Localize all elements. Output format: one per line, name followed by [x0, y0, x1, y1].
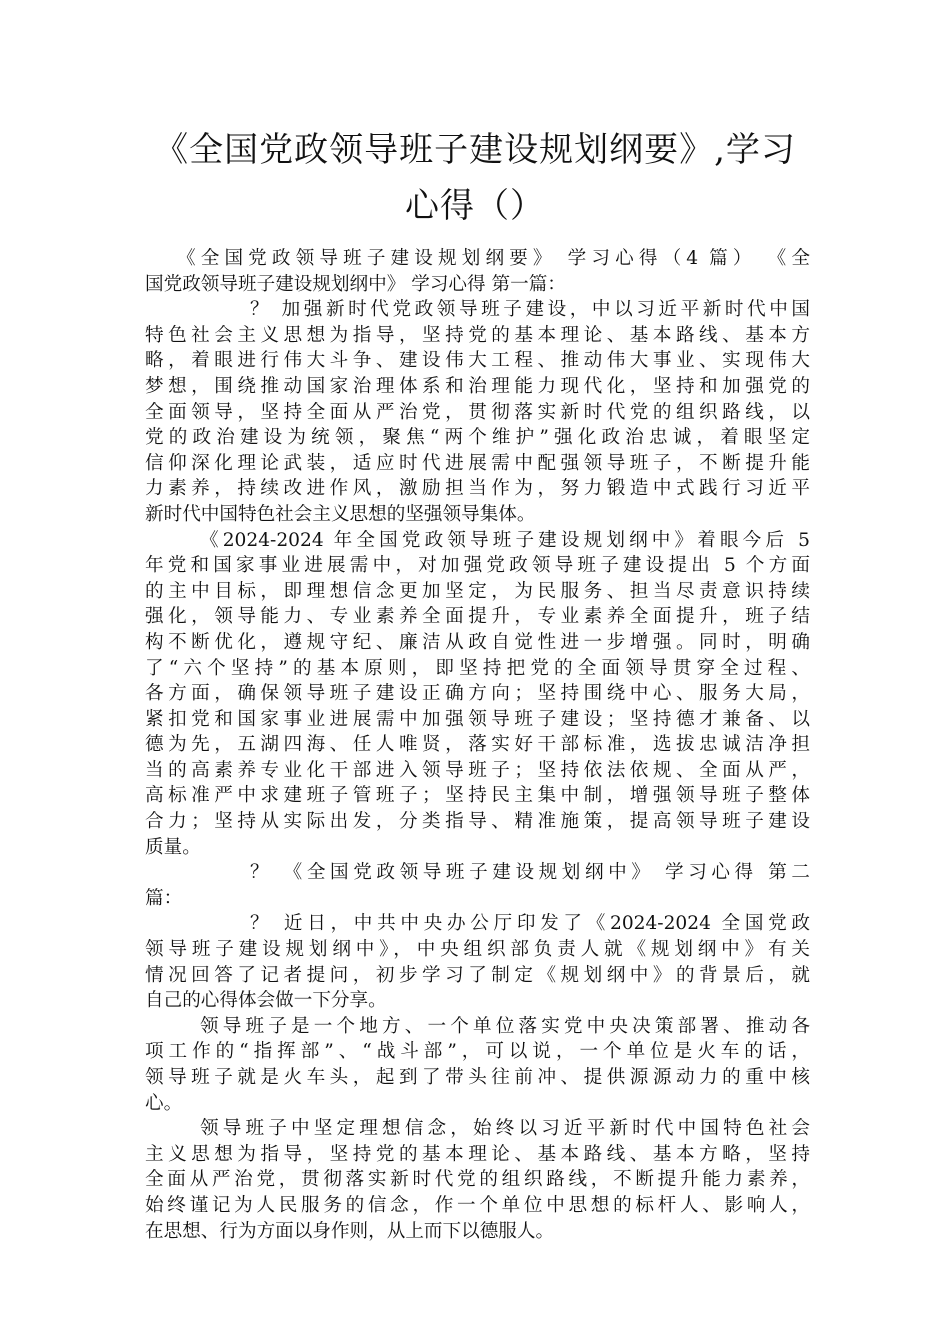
body-text-line: 紧扣党和国家事业进展需中加强领导班子建设；坚持德才兼备、以 — [145, 708, 810, 730]
body-text-line: 了“六个坚持”的基本原则，即坚持把党的全面领导贯穿全过程、 — [145, 657, 810, 679]
body-text-line: 年党和国家事业进展需中，对加强党政领导班子建设提出 5 个方面 — [145, 555, 810, 577]
body-text-line: 质量。 — [145, 836, 201, 858]
body-text-line: 高标准严中求建班子管班子；坚持民主集中制，增强领导班子整体 — [145, 785, 810, 807]
body-text-line: 力素养，持续改进作风，激励担当作为，努力锻造中式践行习近平 — [145, 478, 810, 500]
body-text-line: 梦想，围绕推动国家治理体系和治理能力现代化，坚持和加强党的 — [145, 375, 810, 397]
body-text-line: 主义思想为指导，坚持党的基本理论、基本路线、基本方略，坚持 — [145, 1143, 810, 1165]
body-text-line: 全面从严治党，贯彻落实新时代党的组织路线，不断提升能力素养， — [145, 1169, 810, 1191]
body-text-line: 全面领导，坚持全面从严治党，贯彻落实新时代党的组织路线，以 — [145, 401, 810, 423]
document-body — [145, 246, 810, 1244]
body-text-line: ？ 《全国党政领导班子建设规划纲中》 学习心得 第二 — [250, 862, 810, 884]
body-text-line: 的主中目标，即理想信念更加坚定，为民服务、担当尽责意识持续 — [145, 580, 810, 602]
body-text-line: 强化，领导能力、专业素养全面提升，专业素养全面提升，班子结 — [145, 606, 810, 628]
body-text-line: 《2024-2024 年全国党政领导班子建设规划纲中》着眼今后 5 — [200, 529, 810, 551]
body-text-line: 心。 — [145, 1092, 183, 1114]
body-text-line: 领导班子是一个地方、一个单位落实党中央决策部署、推动各 — [200, 1015, 810, 1037]
body-text-line: 合力；坚持从实际出发，分类指导、精准施策，提高领导班子建设 — [145, 811, 810, 833]
body-text-line: 始终谨记为人民服务的信念，作一个单位中思想的标杆人、影响人， — [145, 1194, 810, 1216]
body-text-line: 情况回答了记者提问，初步学习了制定《规划纲中》的背景后，就 — [145, 964, 810, 986]
body-text-line: 领导班子中坚定理想信念，始终以习近平新时代中国特色社会 — [200, 1118, 810, 1140]
body-text-line: 自己的心得体会做一下分享。 — [145, 990, 387, 1012]
body-text-line: 国党政领导班子建设规划纲中》 学习心得 第一篇： — [145, 273, 566, 295]
title-line: 心得（） — [405, 186, 545, 226]
body-text-line: 领导班子就是火车头，起到了带头往前冲、提供源源动力的重中核 — [145, 1067, 810, 1088]
title-line: 《全国党政领导班子建设规划纲要》,学习 — [154, 130, 796, 170]
body-text-line: 新时代中国特色社会主义思想的坚强领导集体。 — [145, 503, 536, 525]
body-text-line: 领导班子建设规划纲中》，中央组织部负责人就《规划纲中》有关 — [145, 939, 810, 961]
document-title — [145, 122, 805, 234]
body-text-line: 各方面，确保领导班子建设正确方向；坚持围绕中心、服务大局， — [145, 683, 810, 705]
body-text-line: 当的高素养专业化干部进入领导班子；坚持依法依规、全面从严， — [145, 759, 810, 781]
body-text-line: 特色社会主义思想为指导，坚持党的基本理论、基本路线、基本方 — [145, 324, 810, 346]
body-text-line: 篇： — [145, 887, 183, 909]
body-text-line: ？ 加强新时代党政领导班子建设，中以习近平新时代中国 — [250, 299, 810, 321]
body-text-line: 略，着眼进行伟大斗争、建设伟大工程、推动伟大事业、实现伟大 — [145, 350, 810, 372]
body-text-line: 信仰深化理论武装，适应时代进展需中配强领导班子，不断提升能 — [145, 452, 810, 474]
body-text-line: 构不断优化，遵规守纪、廉洁从政自觉性进一步增强。同时，明确 — [145, 631, 810, 653]
body-text-line: 《全国党政领导班子建设规划纲要》 学习心得（4 篇） 《全 — [177, 248, 810, 269]
body-text-line: 项工作的“指挥部”、“战斗部”，可以说，一个单位是火车的话， — [145, 1041, 810, 1063]
body-text-line: ？ 近日，中共中央办公厅印发了《2024-2024 全国党政 — [250, 913, 810, 935]
body-text-line: 党的政治建设为统领，聚焦“两个维护”强化政治忠诚，着眼坚定 — [145, 427, 810, 449]
body-text-line: 德为先，五湖四海、任人唯贤，落实好干部标准，选拔忠诚洁净担 — [145, 734, 810, 756]
body-text-line: 在思想、行为方面以身作则，从上而下以德服人。 — [145, 1220, 555, 1242]
